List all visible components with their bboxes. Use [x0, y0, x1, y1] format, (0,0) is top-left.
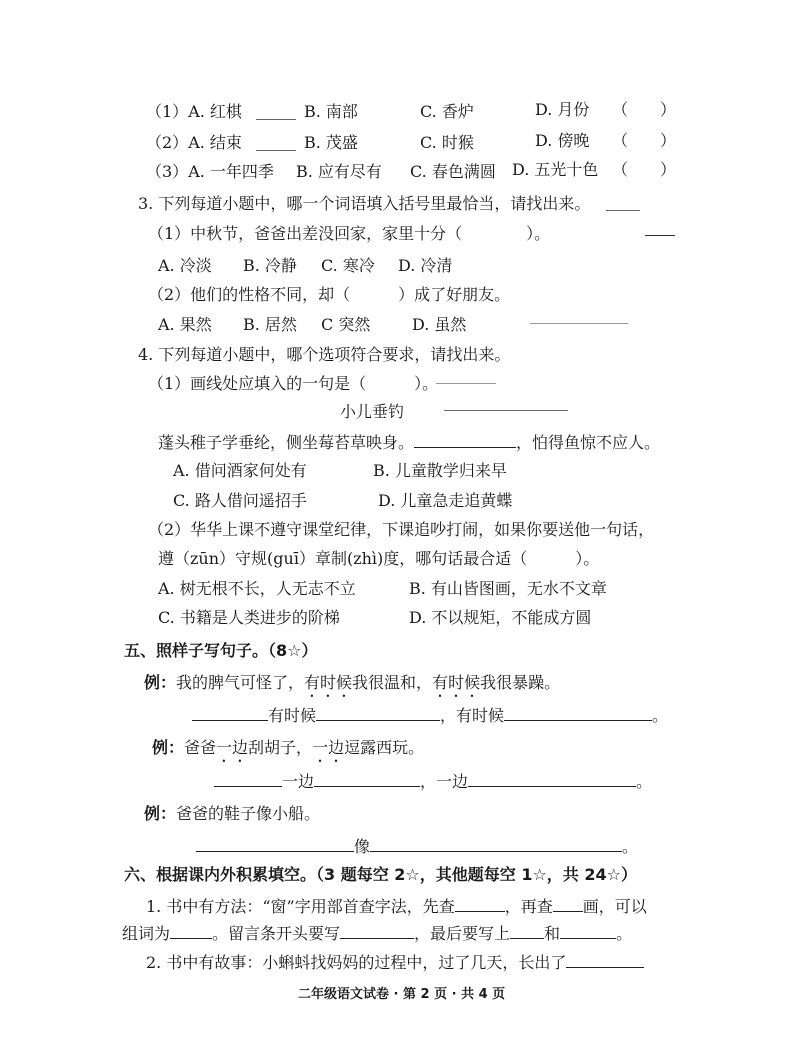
sec5-fill2-blank-2[interactable] — [314, 770, 420, 787]
q4-poem-b: ，怕得鱼惊不应人。 — [516, 433, 661, 452]
sec5-ex1-pre: 我的脾气可怪了， — [176, 673, 305, 692]
q4-opt-d: D. 儿童急走追黄蝶 — [378, 491, 513, 510]
q4-s2-opt-c: C. 书籍是人类进步的阶梯 — [158, 608, 340, 627]
q4-s2-opt-b: B. 有山皆图画，无水不文章 — [409, 579, 607, 598]
sec5-ex1-post: 我很暴躁。 — [480, 673, 561, 692]
scan-mark — [530, 323, 628, 324]
q4-s2-line2: 遵（zūn）守规(guī）章制(zhì)度，哪句话最合适（ ）。 — [158, 549, 600, 568]
q4-poem-title: 小儿垂钓 — [340, 402, 405, 421]
q2-r3-a: A. 一年四季 — [188, 162, 274, 181]
sec6-l3a: 2. 书中有故事：小蝌蚪找妈妈的过程中，过了几天，长出了 — [146, 953, 567, 972]
sec6-l1b: ，再查 — [504, 897, 553, 916]
q2-r3-b: B. 应有尽有 — [296, 162, 382, 181]
sec5-ex2-keyword-1: 一边 — [216, 738, 249, 757]
scan-mark — [256, 119, 296, 120]
sec5-fill1-blank-3[interactable] — [504, 704, 652, 721]
sec6-l2d: 和 — [544, 924, 561, 943]
scan-mark — [256, 150, 296, 151]
sec5-ex2-post: 逗露西玩。 — [344, 738, 425, 757]
q4-poem-a: 蓬头稚子学垂纶，侧坐莓苔草映身。 — [158, 433, 415, 452]
sec6-l2b: 。留言条开头要写 — [212, 924, 341, 943]
sec5-fill1-blank-2[interactable] — [316, 704, 440, 721]
sec6-blank-name[interactable] — [510, 922, 544, 939]
scan-mark — [444, 410, 568, 411]
sec5-fill1-blank-1[interactable] — [192, 704, 268, 721]
sec6-l2a: 组词为 — [122, 924, 171, 943]
q4-opt-c: C. 路人借问遥招手 — [173, 491, 307, 510]
sec5-ex1-keyword-2: 有时候 — [432, 673, 481, 692]
q2-r2-c: C. 时猴 — [420, 133, 474, 152]
sec5-fill2-blank-3[interactable] — [468, 770, 636, 787]
sec6-blank-greeting[interactable] — [340, 922, 414, 939]
q2-r3-num: （3） — [146, 162, 189, 181]
sec6-line-1 — [146, 895, 647, 918]
q4-s2-line1: （2）华华上课不遵守课堂纪律，下课追吵打闹，如果你要送他一句话， — [148, 520, 655, 539]
q2-r2-paren[interactable]: （ ） — [612, 131, 677, 150]
q3-s2-opt-a: A. 果然 — [158, 315, 212, 334]
q4-s2-opt-a: A. 树无根不长，人无志不立 — [158, 579, 356, 598]
sec5-fill2-blank-1[interactable] — [214, 770, 282, 787]
sec5-fill1-w1: 有时候 — [268, 706, 317, 725]
section-6-title: 六、根据课内外积累填空。（3 题每空 2☆，其他题每空 1☆，共 24☆） — [124, 865, 637, 884]
q4-poem-line — [158, 431, 660, 454]
sec6-blank-word[interactable] — [170, 922, 212, 939]
sec5-fill2-w1: 一边 — [282, 772, 315, 791]
q4-title: 4. 下列每道小题中，哪个选项符合要求，请找出来。 — [138, 345, 511, 364]
sec6-blank-tadpole[interactable] — [566, 951, 644, 968]
sec5-fill1-end: 。 — [652, 706, 669, 725]
q2-r1-b: B. 南部 — [304, 102, 358, 121]
q2-r2-b: B. 茂盛 — [304, 133, 358, 152]
q4-opt-a: A. 借问酒家何处有 — [173, 461, 307, 480]
q3-s1: （1）中秋节，爸爸出差没回家，家里十分（ ）。 — [148, 224, 551, 243]
q3-s2-opt-d: D. 虽然 — [412, 315, 467, 334]
q2-r2-num: （2） — [146, 133, 189, 152]
sec5-fill2-end: 。 — [636, 772, 653, 791]
sec5-fill2-w2: ，一边 — [420, 772, 469, 791]
q2-r3-d: D. 五光十色 — [512, 160, 599, 179]
sec5-ex2-label: 例： — [152, 738, 185, 757]
sec5-fill-2 — [214, 770, 652, 793]
q4-poem-blank[interactable] — [414, 431, 516, 448]
sec5-ex1-mid: 我很温和， — [352, 673, 433, 692]
sec5-ex1-keyword-1: 有时候 — [304, 673, 353, 692]
section-5-title: 五、照样子写句子。（8☆） — [124, 641, 318, 660]
sec5-fill1-w2: ，有时候 — [440, 706, 505, 725]
sec6-l2e: 。 — [616, 924, 633, 943]
sec5-example-1 — [144, 672, 560, 701]
scan-mark — [436, 383, 496, 384]
sec5-fill3-blank-1[interactable] — [196, 835, 354, 852]
page-footer: 二年级语文试卷 · 第 2 页 · 共 4 页 — [298, 987, 506, 1002]
sec6-l2c: ，最后要写上 — [414, 924, 511, 943]
q2-r1-c: C. 香炉 — [420, 102, 474, 121]
q3-s1-opt-b: B. 冷静 — [243, 256, 297, 275]
q4-s1: （1）画线处应填入的一句是（ ）。 — [148, 374, 439, 393]
q3-s1-opt-d: D. 冷清 — [398, 256, 453, 275]
sec5-ex1-label: 例： — [144, 673, 177, 692]
sec5-fill3-end: 。 — [622, 837, 639, 856]
q3-s1-opt-a: A. 冷淡 — [158, 256, 212, 275]
sec6-blank-strokes[interactable] — [553, 895, 583, 912]
sec6-l1c: 画，可以 — [582, 897, 647, 916]
sec6-blank-radical[interactable] — [455, 895, 505, 912]
q3-s2-opt-b: B. 居然 — [243, 315, 297, 334]
sec5-fill-1 — [192, 704, 668, 727]
q3-title: 3. 下列每道小题中，哪一个词语填入括号里最恰当，请找出来。 — [138, 194, 591, 213]
q2-row-2 — [146, 132, 242, 154]
sec5-ex2-keyword-2: 一边 — [312, 738, 345, 757]
q4-s2-opt-d: D. 不以规矩，不能成方圆 — [409, 608, 592, 627]
sec5-ex2-mid: 刮胡子， — [248, 738, 313, 757]
q2-r1-paren[interactable]: （ ） — [612, 100, 677, 119]
q2-r1-num: （1） — [146, 102, 189, 121]
scan-mark — [606, 210, 640, 211]
sec5-fill3-blank-2[interactable] — [370, 835, 622, 852]
sec5-example-3 — [144, 803, 320, 825]
sec5-fill-3 — [196, 835, 638, 858]
sec5-ex2-pre: 爸爸 — [184, 738, 217, 757]
sec5-fill3-w1: 像 — [354, 837, 371, 856]
sec6-line-3 — [146, 951, 644, 974]
q3-s2-opt-c: C 突然 — [321, 315, 371, 334]
q3-s2: （2）他们的性格不同，却（ ）成了好朋友。 — [148, 285, 511, 304]
sec5-example-2 — [152, 737, 424, 766]
q2-r2-d: D. 傍晚 — [535, 131, 590, 150]
sec5-ex3-label: 例： — [144, 804, 177, 823]
sec6-line-2 — [122, 922, 632, 945]
q2-r1-a: A. 红棋 — [188, 102, 242, 121]
q2-r1-d: D. 月份 — [535, 100, 590, 119]
sec5-ex3-text: 爸爸的鞋子像小船。 — [176, 804, 321, 823]
q4-opt-b: B. 儿童散学归来早 — [373, 461, 507, 480]
q2-row-3 — [146, 161, 274, 183]
scan-mark — [645, 235, 675, 236]
q3-s1-opt-c: C. 寒冷 — [321, 256, 375, 275]
sec6-blank-date[interactable] — [560, 922, 616, 939]
sec6-l1a: 1. 书中有方法：“窗”字用部首查字法，先查 — [146, 897, 455, 916]
q2-r2-a: A. 结束 — [188, 133, 242, 152]
q2-r3-paren[interactable]: （ ） — [612, 160, 677, 179]
q2-row-1 — [146, 101, 242, 123]
q2-r3-c: C. 春色满圆 — [410, 162, 496, 181]
